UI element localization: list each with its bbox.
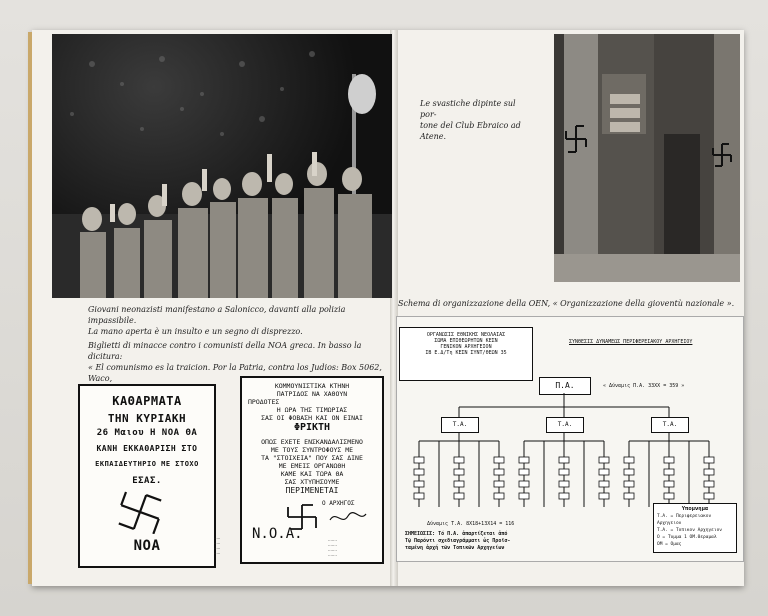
org-node-ta-1: Τ.Α.: [441, 417, 479, 433]
org-note: ΣΗΜΕΙΩΣΙΣ: Τό Π.Α. ἀπαρτίζεται ἀπό Τῷ Παρόντι σχεδιαγράμματι ὡς Προϊσ- ταμένη ἀρχή τῶν Τοπικῶν Αρχηγείων: [405, 531, 511, 551]
org-node-ta-2: Τ.Α.: [546, 417, 584, 433]
scheme-caption: Schema di organizzazione della OEN, « Organizzazione della gioventù nazionale ».: [398, 299, 735, 308]
card2-small-print: ······· ······· ······· ·······: [328, 538, 337, 558]
card1-small-print: ····· ····· ····· ·····: [214, 536, 221, 556]
crowd-photo: [52, 34, 392, 298]
cards-caption: Biglietti di minacce contro i comunisti della NOA greca. In basso la dicitura: « El comunismo es la traicion. Por la Patria, contra los Judios: Box 5062, Waco,: [88, 341, 382, 383]
crowd-caption: Giovani neonazisti manifestano a Salonicco, davanti alla polizia impassibile. La mano aperta è un insulto e un segno di disprezzo.: [88, 305, 346, 336]
crowd-silhouettes: [52, 34, 392, 298]
org-footer-sum: Δύναμις Τ.Α. 8Χ18+13Χ14 = 116: [427, 521, 515, 527]
org-top-note: « Δύναμις Π.Α. 33ΧΧ = 359 »: [603, 383, 685, 389]
synagogue-door-photo: [554, 34, 740, 282]
org-node-pa: Π.Α.: [539, 377, 591, 395]
threat-card-1: ΚΑΘΑΡΜΑΤΑ ΤΗΝ ΚΥΡΙΑΚΗ 26 Μαιου Η ΝΟΑ ΘΑ ΚΑΝΗ ΕΚΚΑΘΑΡΙΣΗ ΣΤΟ ΕΚΠΑΙΔΕΥΤΗΡΙΟ ΜΕ ΣΤΟΧΟ ΕΣΑΣ. ΝΟΑ: [78, 384, 216, 568]
org-header-box: ΟΡΓΑΝΩΣΙΣ ΕΘΝΙΚΗΣ ΝΕΟΛΑΙΑΣ ΣΩΜΑ ΕΠΙΘΕΩΡΗΤΩΝ ΚΕΣΝ ΓΕΝΙΚΟΝ ΑΡΧΗΓΕΙΟΝ ΙΒ Ε.Δ/Τη ΚΕΣΝ ΣΥΝΤ/ΘΕΩΝ 35: [399, 327, 533, 381]
threat-card-2: ΚΟΜΜΟΥΝΙΣΤΙΚΑ ΚΤΗΝΗ ΠΑΤΡΙΔΟΣ ΝΑ ΧΑΘΟΥΝ ΠΡΟΔΟΤΕΣ Η ΩΡΑ ΤΗΣ ΤΙΜΩΡΙΑΣ ΣΑΣ ΟΙ ΦΟΒΑΣΗ ΚΑΙ ΟΝ ΕΙΝΑΙ ΦΡΙΚΤΗ ΟΠΩΣ ΕΧΕΤΕ ΕΝΣΚΑΝΔΑΛΙΣΜΕΝΟ ΜΕ ΤΟΥΣ ΣΥΝΤΡΟΦΟΥΣ ΜΕ ΤΑ "ΣΤΟΙΧΕΙΑ" ΠΟΥ ΣΑΣ ΔΙΝΕ ΜΕ ΕΜΕΙΣ ΟΡΓΑΝΩΘΗ ΚΑΜΕ ΚΑΙ ΤΩΡΑ ΘΑ ΣΑΣ ΧΤΥΠΗΣΟΥΜΕ ΠΕΡΙΜΕΝΕΤΑΙ Ο ΑΡΧΗΓΟΣ Ν.Ο.Α.: [240, 376, 384, 564]
org-title: ΣΥΝΘΕΣΙΣ ΔΥΝΑΜΕΩΣ ΠΕΡΙΦΕΡΕΙΑΚΟΥ ΑΡΧΗΓΕΙΟΥ: [569, 339, 693, 345]
door-caption: Le svastiche dipinte sul por- tone del Club Ebraico ad Atene.: [420, 99, 521, 141]
signature-scribble: [328, 508, 368, 528]
org-node-ta-3: Τ.Α.: [651, 417, 689, 433]
org-legend: Υπομνημα Τ.Α. = Περιφερειακον Αρχηγειον Τ.Α. = Τοπικον Αρχηγειον Ο = Τυμμα 1 ΟΜ.Θεραμαλ ΟΜ = Ομας: [653, 503, 737, 553]
swastika-drawing-icon: [110, 490, 170, 534]
org-chart: [396, 316, 744, 562]
